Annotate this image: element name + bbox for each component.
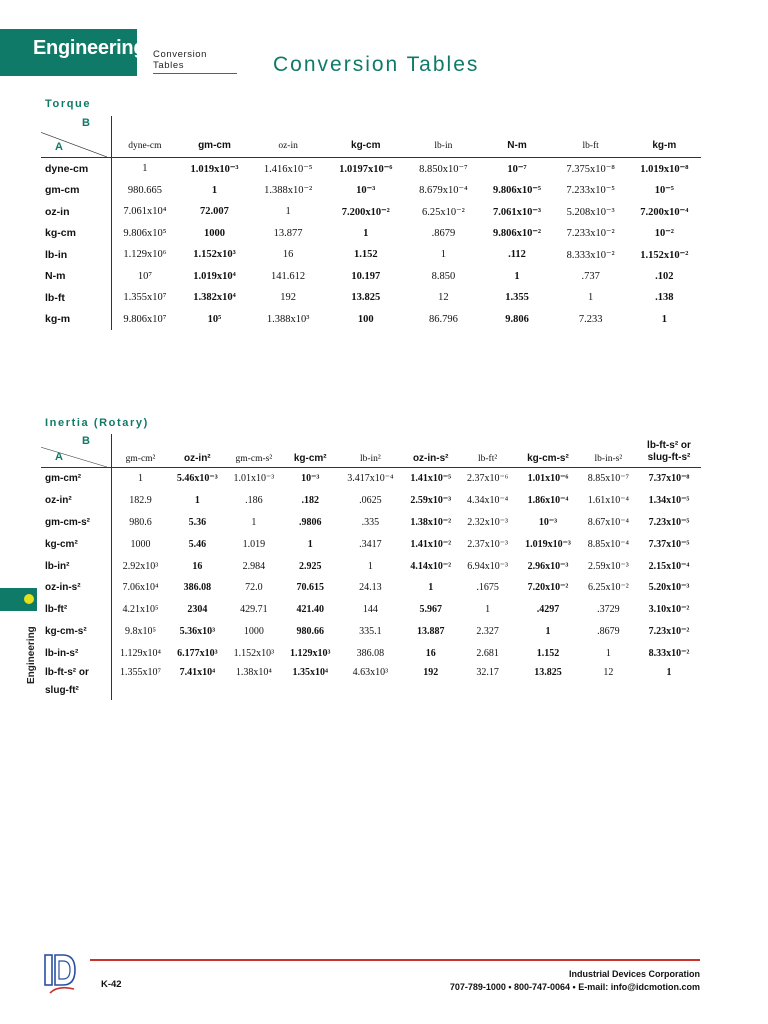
inertia-table-cell: 7.20x10⁻²: [527, 582, 569, 594]
inertia-table-cell: 72.0: [245, 582, 263, 594]
inertia-row-label: lb-in²: [41, 555, 112, 577]
inertia-row-label: lb-ft²: [41, 599, 112, 621]
torque-table-cell: 1: [211, 184, 218, 196]
torque-table-cell: 980.665: [127, 184, 162, 196]
torque-row-label: kg-cm: [41, 223, 112, 245]
inertia-table-cell: 4.14x10⁻²: [410, 560, 452, 572]
inertia-table-cell: 7.23x10⁻⁵: [648, 516, 690, 528]
inertia-table-cell: 2.96x10⁻³: [527, 560, 569, 572]
torque-table-row: [41, 287, 701, 309]
inertia-corner-diagonal: [41, 434, 107, 467]
inertia-table-cell: 5.46: [188, 538, 207, 550]
torque-table-row: [41, 223, 701, 245]
torque-table-cell: 10⁻³: [356, 185, 376, 197]
torque-table-cell: .8679: [431, 227, 456, 239]
inertia-table-row: [41, 512, 701, 534]
torque-table-cell: .102: [655, 270, 674, 282]
inertia-table-row: [41, 599, 701, 621]
torque-table-cell: 13.877: [273, 227, 303, 239]
torque-table-cell: 1.152x10⁻²: [640, 249, 689, 261]
torque-table-cell: 10⁻⁵: [654, 185, 674, 197]
torque-table-cell: 1.388x10⁻²: [264, 185, 313, 197]
torque-corner-b: B: [82, 117, 90, 129]
inertia-table-cell: 70.615: [296, 582, 324, 594]
torque-table-row: [41, 266, 701, 288]
header-subtitle: [153, 49, 237, 74]
torque-table-cell: 8.850: [431, 270, 456, 282]
inertia-table-cell: 980.6: [129, 516, 152, 528]
torque-table-cell: 1.019x10⁻³: [190, 163, 239, 175]
inertia-row-label: gm-cm-s²: [41, 512, 112, 534]
torque-row-label: dyne-cm: [41, 158, 112, 180]
inertia-table-cell: 7.23x10⁻²: [648, 625, 690, 637]
page-number: K-42: [101, 979, 122, 990]
inertia-table-cell: 8.33x10⁻²: [648, 647, 690, 659]
inertia-table-cell: .3417: [359, 538, 382, 550]
inertia-table-cell: 1: [485, 604, 491, 616]
torque-table-cell: 10⁵: [207, 313, 222, 325]
torque-table-cell: 141.612: [271, 270, 306, 282]
header-subtitle-line2: Tables: [153, 60, 185, 71]
inertia-table-cell: 5.46x10⁻³: [176, 473, 218, 485]
torque-column-header: dyne-cm: [112, 116, 178, 158]
torque-table-cell: 8.333x10⁻²: [566, 249, 615, 261]
inertia-table-cell: 192: [423, 667, 439, 679]
torque-table: [41, 116, 701, 330]
torque-table-row: [41, 201, 701, 223]
inertia-table-row: [41, 577, 701, 599]
inertia-table-cell: 4.21x10⁵: [122, 604, 159, 616]
inertia-table-cell: 386.08: [183, 582, 212, 594]
torque-row-label: oz-in: [41, 201, 112, 223]
torque-table-cell: 1.129x10⁶: [123, 249, 167, 261]
inertia-row-label: lb-in-s²: [41, 642, 112, 664]
torque-table-cell: 1.019x10⁴: [193, 270, 236, 282]
torque-column-header: lb-ft: [554, 116, 628, 158]
torque-column-header: N-m: [480, 116, 553, 158]
inertia-table-cell: 335.1: [359, 625, 382, 637]
company-contact: 707-789-1000 • 800-747-0064 • E-mail: info@idcmotion.com: [449, 982, 700, 992]
inertia-table-cell: 1000: [243, 625, 264, 637]
inertia-column-header: kg-cm-s²: [516, 434, 579, 468]
torque-row-label: lb-in: [41, 244, 112, 266]
torque-row-label: lb-ft: [41, 287, 112, 309]
torque-table-cell: 1: [661, 313, 667, 325]
side-tab-dot: [24, 594, 34, 604]
company-logo-icon: [44, 953, 80, 997]
inertia-column-header: oz-in-s²: [402, 434, 459, 468]
inertia-table-cell: 1000: [130, 538, 151, 550]
torque-table-cell: 9.806: [505, 313, 529, 325]
inertia-table-cell: 6.177x10³: [177, 647, 218, 659]
inertia-table-cell: 2304: [187, 604, 208, 616]
torque-table-cell: 1: [514, 270, 520, 282]
inertia-table-cell: 144: [362, 604, 378, 616]
torque-table-cell: 10⁻²: [654, 228, 674, 240]
torque-corner-a: A: [55, 141, 63, 153]
torque-table-cell: 1: [142, 163, 148, 175]
torque-table-cell: 9.806x10⁻²: [492, 228, 542, 240]
torque-row-label: N-m: [41, 266, 112, 288]
inertia-table-cell: 1: [251, 516, 257, 528]
inertia-table-row: [41, 490, 701, 512]
torque-table-cell: 9.806x10⁵: [123, 227, 167, 239]
inertia-table-cell: 1.34x10⁻⁵: [648, 495, 690, 507]
torque-row-label: kg-m: [41, 309, 112, 331]
inertia-table-cell: 1: [545, 625, 551, 637]
torque-table-cell: 1.152x10³: [193, 249, 236, 261]
torque-table-cell: 7.061x10⁻³: [492, 206, 542, 218]
torque-table-row: [41, 309, 701, 331]
inertia-table-cell: 429.71: [240, 604, 268, 616]
inertia-table-row: [41, 642, 701, 664]
inertia-table-row: [41, 555, 701, 577]
inertia-row-label: oz-in²: [41, 490, 112, 512]
inertia-table-cell: 2.984: [242, 560, 266, 572]
torque-table-cell: 86.796: [428, 313, 458, 325]
inertia-table-cell: 10⁻³: [538, 516, 558, 528]
inertia-table-cell: 1.61x10⁻⁴: [587, 495, 629, 507]
torque-column-header: oz-in: [251, 116, 325, 158]
inertia-table-cell: 1.01x10⁻³: [233, 473, 275, 485]
inertia-table-cell: 1: [307, 538, 313, 550]
torque-table-cell: 192: [280, 292, 296, 304]
torque-table-cell: .737: [581, 270, 600, 282]
inertia-column-header: lb-ft²: [459, 434, 516, 468]
inertia-table-cell: 6.25x10⁻²: [587, 582, 629, 594]
torque-table-cell: 13.825: [351, 292, 381, 304]
inertia-table-cell: 182.9: [129, 495, 152, 507]
inertia-table-cell: .4297: [536, 604, 560, 616]
torque-column-header: gm-cm: [178, 116, 251, 158]
torque-table-cell: 1.416x10⁻⁵: [263, 163, 313, 175]
inertia-table-row: [41, 664, 701, 700]
inertia-row-label: lb-ft-s² or slug-ft²: [41, 664, 112, 700]
inertia-table-cell: 12: [603, 667, 614, 679]
header-subtitle-line1: Conversion: [153, 49, 208, 60]
torque-table-cell: 1.152: [353, 249, 378, 261]
inertia-table-cell: 1: [428, 582, 434, 594]
torque-table-row: [41, 180, 701, 202]
inertia-table-cell: 2.15x10⁻⁴: [648, 560, 690, 572]
inertia-corner-cell: [41, 434, 112, 468]
torque-table-cell: 5.208x10⁻³: [566, 206, 615, 218]
inertia-table-cell: 8.85x10⁻⁴: [587, 538, 629, 550]
inertia-section-title: Inertia (Rotary): [45, 417, 149, 429]
torque-section-title: Torque: [45, 98, 92, 110]
torque-table-cell: 1.0197x10⁻⁶: [339, 163, 393, 175]
inertia-table-cell: 16: [192, 560, 203, 572]
inertia-table-cell: .8679: [597, 625, 620, 637]
inertia-table-cell: 1.41x10⁻²: [410, 538, 452, 550]
inertia-table-cell: 4.34x10⁻⁴: [466, 495, 509, 507]
torque-table-cell: 1.019x10⁻⁸: [640, 163, 689, 175]
torque-table-cell: 7.375x10⁻⁸: [566, 163, 615, 175]
torque-table-cell: 10⁻⁷: [507, 163, 527, 175]
torque-table-cell: 8.850x10⁻⁷: [419, 163, 468, 175]
inertia-corner-b: B: [82, 435, 90, 447]
inertia-table-cell: 1.355x10⁷: [120, 667, 162, 679]
inertia-table-cell: 8.85x10⁻⁷: [587, 473, 629, 485]
torque-corner-diagonal: [41, 116, 107, 157]
inertia-table-cell: 2.327: [476, 625, 499, 637]
inertia-table-cell: 1.019: [242, 538, 266, 550]
inertia-table-cell: 16: [425, 647, 436, 659]
torque-table-cell: 1: [440, 249, 446, 261]
inertia-table-cell: 7.06x10⁴: [122, 582, 159, 594]
torque-table-row: [41, 244, 701, 266]
footer-rule: [90, 959, 700, 961]
torque-table-cell: 1.355x10⁷: [123, 292, 167, 304]
inertia-table: [41, 434, 701, 700]
inertia-table-cell: 32.17: [476, 667, 499, 679]
inertia-row-label: kg-cm-s²: [41, 621, 112, 643]
inertia-table-cell: 13.887: [416, 625, 445, 637]
torque-table-cell: 7.233: [578, 313, 603, 325]
inertia-corner-a: A: [55, 451, 63, 463]
inertia-table-row: [41, 621, 701, 643]
inertia-column-header: gm-cm²: [112, 434, 170, 468]
inertia-row-label: oz-in-s²: [41, 577, 112, 599]
torque-table-cell: .112: [508, 249, 526, 261]
torque-table-cell: 6.25x10⁻²: [421, 206, 465, 218]
inertia-table-cell: 7.41x10⁴: [179, 667, 216, 679]
inertia-table-cell: 2.92x10³: [122, 560, 159, 572]
torque-table-cell: 1: [588, 292, 594, 304]
inertia-table-cell: .9806: [298, 516, 322, 528]
torque-table-cell: 100: [357, 313, 374, 325]
inertia-column-header: lb-in-s²: [580, 434, 637, 468]
torque-table-cell: 10⁷: [137, 270, 153, 282]
inertia-table-cell: 3.417x10⁻⁴: [347, 473, 394, 485]
torque-column-header: kg-m: [628, 116, 701, 158]
inertia-table-cell: 1: [666, 667, 672, 679]
inertia-table-cell: 9.8x10⁵: [125, 625, 157, 637]
torque-table-cell: 8.679x10⁻⁴: [419, 185, 468, 197]
inertia-table-cell: 1.019x10⁻³: [525, 538, 571, 550]
inertia-table-cell: 1.152: [536, 647, 560, 659]
inertia-table-cell: 5.967: [419, 604, 442, 616]
torque-table-cell: 10.197: [351, 270, 381, 282]
torque-corner-cell: [41, 116, 112, 158]
inertia-column-header: lb-ft-s² or slug-ft-s²: [637, 434, 701, 468]
inertia-table-cell: 1: [194, 495, 200, 507]
footer-company: [450, 968, 700, 994]
inertia-table-cell: 1.35x10⁴: [292, 667, 328, 679]
inertia-table-cell: 24.13: [359, 582, 382, 594]
inertia-table-cell: 1.38x10⁴: [235, 667, 272, 679]
torque-table-cell: 12: [438, 292, 449, 304]
inertia-table-cell: 1: [367, 560, 373, 572]
inertia-table-cell: 3.10x10⁻²: [648, 604, 690, 616]
inertia-table-cell: 2.32x10⁻³: [467, 516, 508, 528]
inertia-table-cell: .0625: [359, 495, 382, 507]
torque-table-cell: .138: [655, 292, 674, 304]
page-title: Conversion Tables: [273, 53, 480, 76]
inertia-table-cell: 13.825: [534, 667, 562, 679]
inertia-table-cell: 5.36: [188, 516, 207, 528]
inertia-table-cell: 10⁻³: [301, 473, 320, 485]
inertia-table-cell: 2.59x10⁻³: [410, 495, 452, 507]
inertia-table-cell: 1.01x10⁻⁶: [527, 473, 569, 485]
inertia-row-label: kg-cm²: [41, 533, 112, 555]
inertia-column-header: lb-in²: [338, 434, 402, 468]
section-tab-label: Engineering: [33, 37, 146, 59]
inertia-table-cell: 1.38x10⁻²: [410, 516, 452, 528]
inertia-table-cell: 1.152x10³: [233, 647, 275, 659]
inertia-table-cell: 2.925: [298, 560, 322, 572]
torque-table-cell: 16: [282, 249, 294, 261]
inertia-table-cell: 7.37x10⁻⁸: [648, 473, 690, 485]
torque-table-cell: 72.007: [200, 206, 229, 218]
torque-table-cell: 1.355: [505, 292, 529, 304]
inertia-table-cell: 1.41x10⁻⁵: [410, 473, 452, 485]
torque-table-cell: 7.233x10⁻²: [566, 228, 615, 240]
torque-table-cell: 9.806x10⁻⁵: [492, 185, 542, 197]
torque-table-cell: 1: [363, 227, 369, 239]
inertia-table-row: [41, 468, 701, 490]
inertia-table-row: [41, 533, 701, 555]
inertia-table-cell: 2.37x10⁻³: [467, 538, 508, 550]
inertia-table-cell: .335: [361, 516, 380, 528]
inertia-table-cell: 5.20x10⁻³: [648, 582, 690, 594]
inertia-row-label: gm-cm²: [41, 468, 112, 490]
inertia-table-cell: 1.129x10³: [289, 647, 331, 659]
inertia-table-cell: 4.63x10³: [352, 667, 389, 679]
inertia-table-cell: 2.37x10⁻⁶: [466, 473, 509, 485]
inertia-table-cell: .182: [301, 495, 319, 507]
side-tab-label: Engineering: [26, 626, 37, 684]
inertia-column-header: oz-in²: [169, 434, 226, 468]
torque-table-cell: 1.382x10⁴: [193, 292, 236, 304]
inertia-table-cell: 980.66: [296, 625, 324, 637]
torque-table-cell: 1.388x10³: [266, 313, 310, 325]
torque-table-cell: 7.233x10⁻⁵: [566, 185, 615, 197]
torque-table-cell: 7.200x10⁻²: [341, 206, 390, 218]
torque-table-cell: 9.806x10⁷: [123, 313, 167, 325]
inertia-table-cell: 8.67x10⁻⁴: [587, 516, 629, 528]
inertia-table-cell: 421.40: [296, 604, 324, 616]
inertia-table-cell: 1.86x10⁻⁴: [527, 495, 569, 507]
inertia-column-header: gm-cm-s²: [226, 434, 283, 468]
inertia-table-cell: 1: [138, 473, 144, 485]
inertia-table-cell: 1: [605, 647, 611, 659]
inertia-table-cell: .3729: [597, 604, 620, 616]
torque-column-header: lb-in: [406, 116, 480, 158]
torque-row-label: gm-cm: [41, 180, 112, 202]
inertia-table-cell: .1675: [476, 582, 499, 594]
inertia-table-cell: 5.36x10³: [179, 625, 216, 637]
torque-table-cell: 7.200x10⁻⁴: [640, 206, 689, 218]
torque-table-cell: 1000: [203, 227, 225, 239]
inertia-table-cell: 1.129x10⁴: [120, 647, 162, 659]
torque-table-cell: 1: [285, 206, 291, 218]
inertia-table-cell: .186: [245, 495, 263, 507]
torque-table-row: [41, 158, 701, 180]
company-name: Industrial Devices Corporation: [568, 969, 700, 979]
torque-column-header: kg-cm: [325, 116, 406, 158]
inertia-table-cell: 7.37x10⁻⁵: [648, 538, 690, 550]
inertia-table-cell: 2.681: [476, 647, 499, 659]
inertia-table-cell: 386.08: [356, 647, 385, 659]
inertia-table-cell: 6.94x10⁻³: [467, 560, 508, 572]
inertia-table-cell: 2.59x10⁻³: [587, 560, 629, 572]
inertia-column-header: kg-cm²: [282, 434, 338, 468]
torque-table-cell: 7.061x10⁴: [123, 206, 167, 218]
